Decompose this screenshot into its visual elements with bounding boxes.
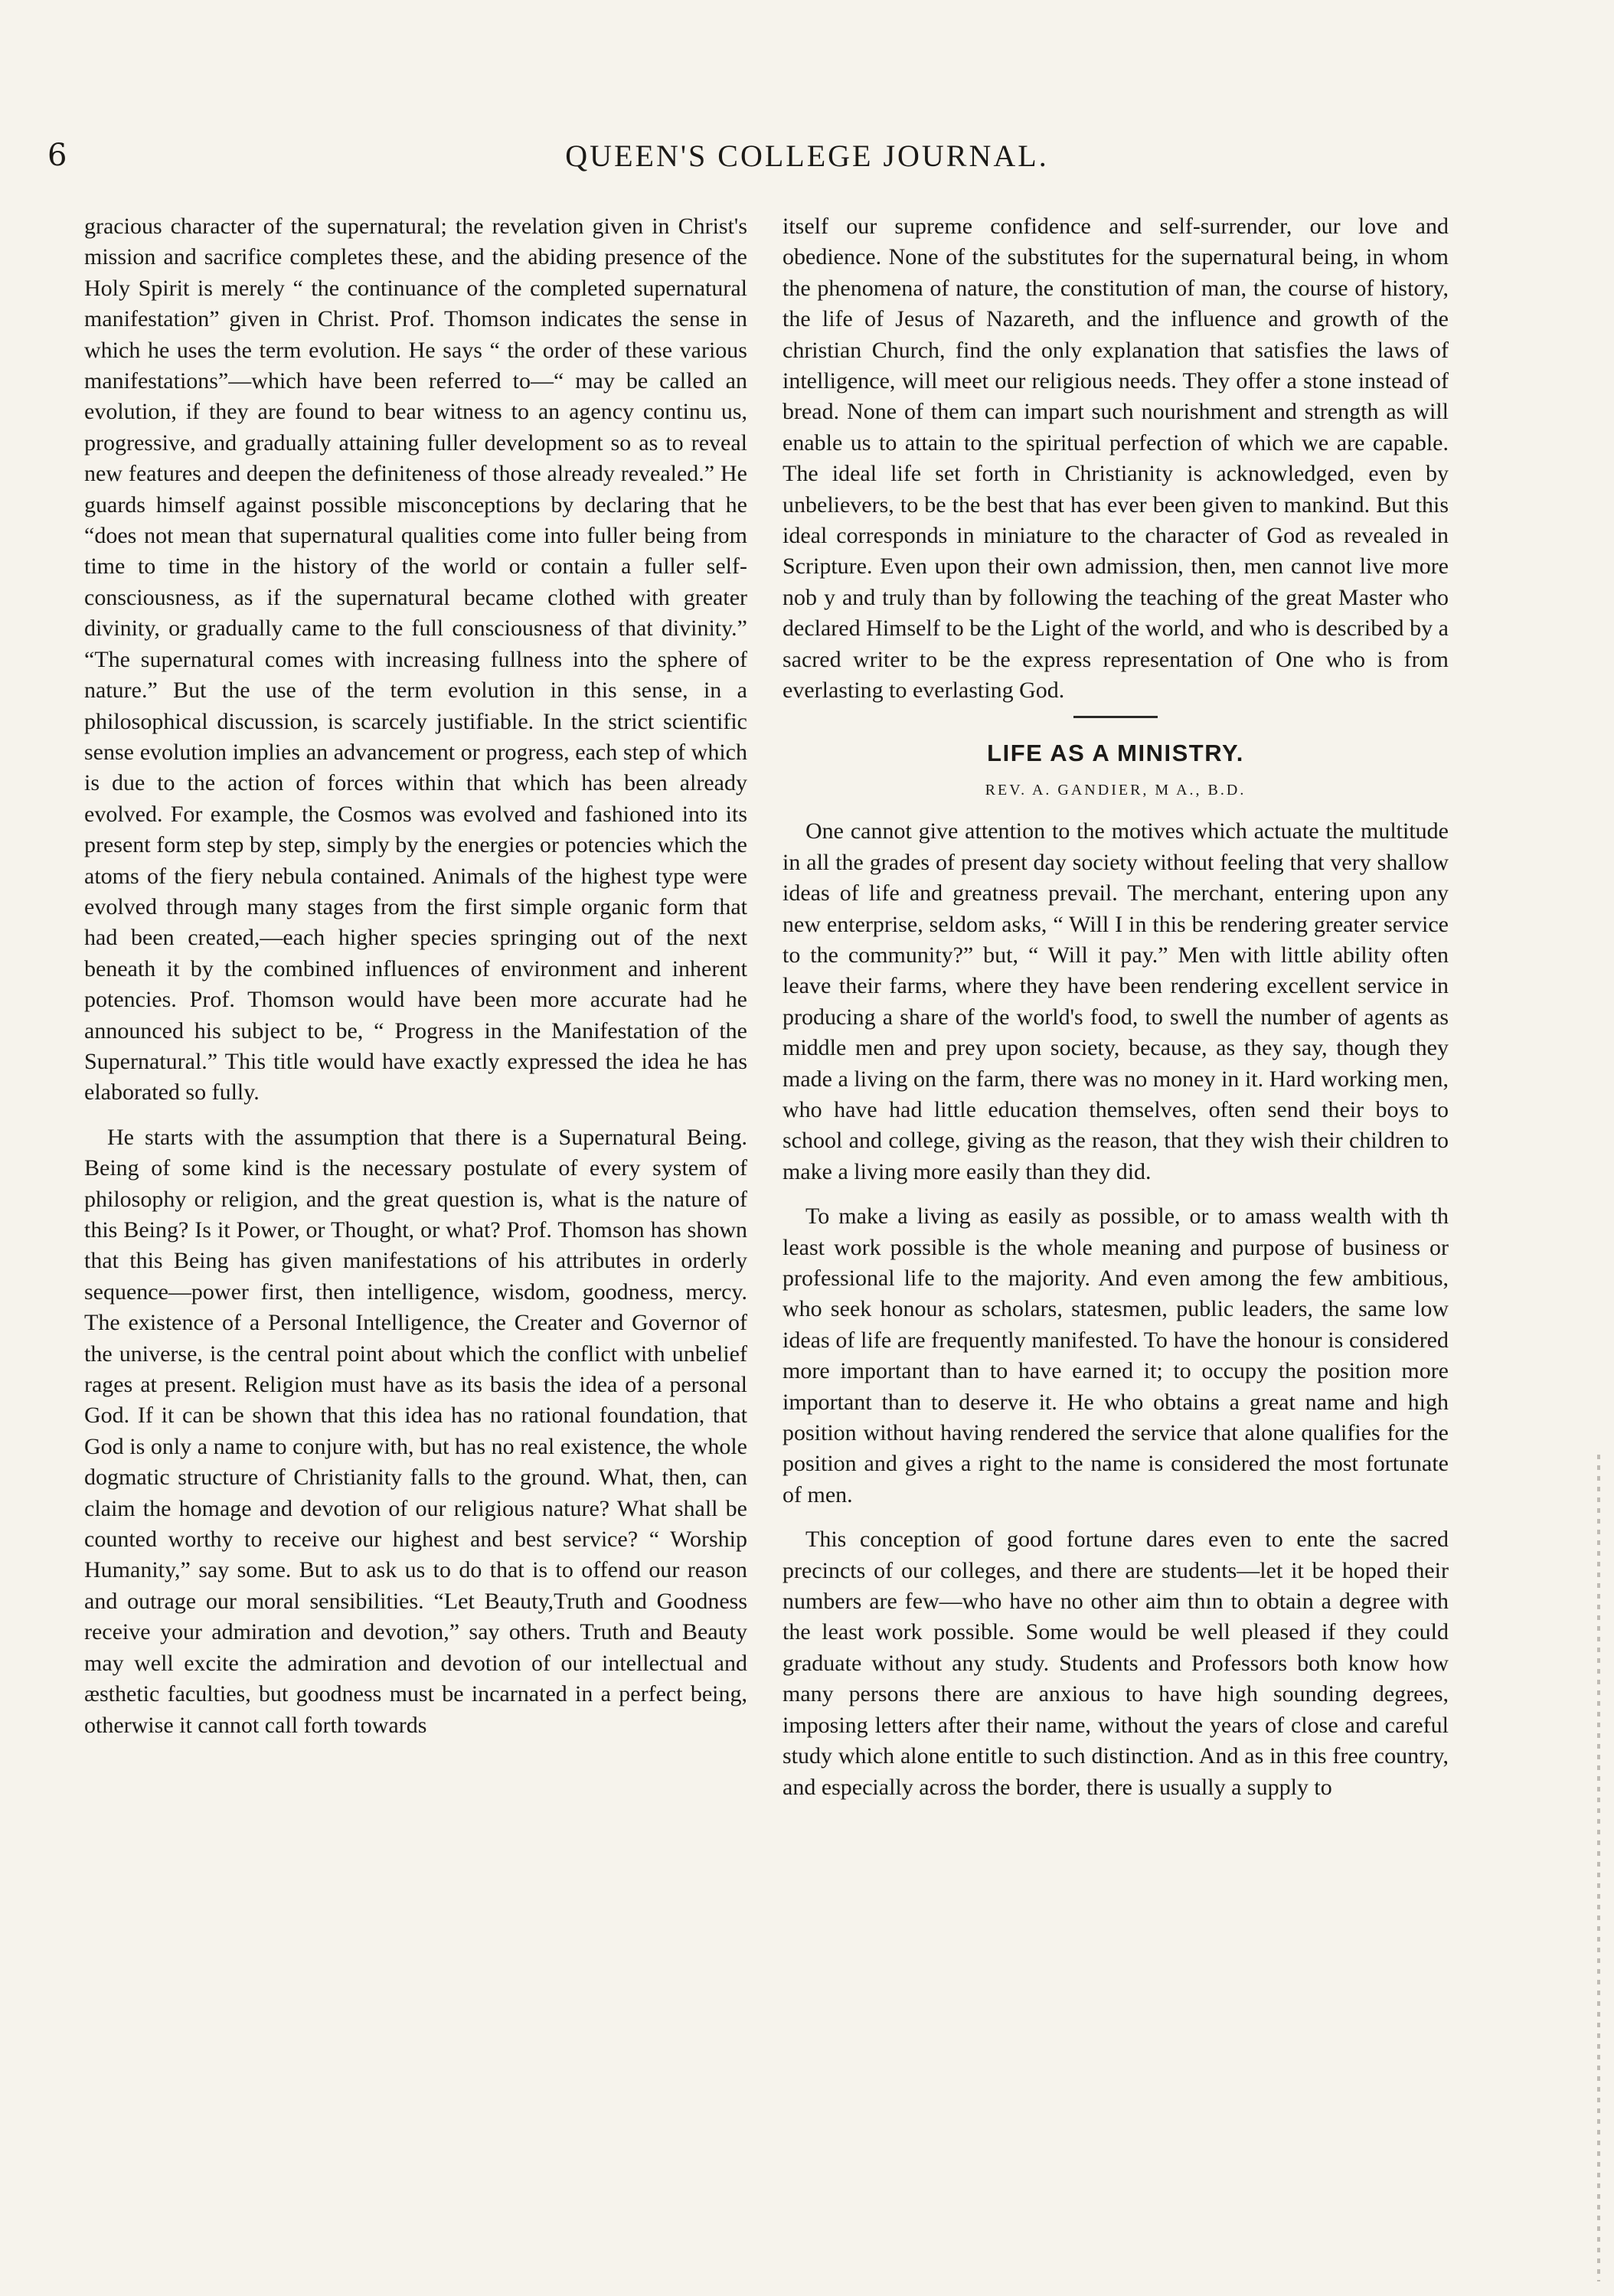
article-byline: REV. A. GANDIER, M A., B.D. xyxy=(985,781,1246,799)
body-paragraph: itself our supreme confidence and self-surrender, our love and obedience. None of the substitutes for the supernatural being, in whom the phenomena of nature, the constitution of man, the course of history, the life of Jesus of Nazareth, and the influence and growth of the christian Church, find the only explanation that satisfies the laws of intelligence, will meet our religious needs. They offer a stone instead of bread. None of them can impart such nourishment and strength as will enable us to attain to the spiritual perfection of which we are capable. The ideal life set forth in Christianity is acknowledged, even by unbelievers, to be the best that has ever been given to mankind. But this ideal corresponds in miniature to the character of God as revealed in Scripture. Even upon their own admission, then, men cannot live more nob y and truly than by following the teaching of the great Master who declared Himself to be the Light of the world, and who is described by a sacred writer to be the express representation of One who is from everlasting to everlasting God. xyxy=(782,214,1449,704)
left-column xyxy=(84,211,747,1741)
body-paragraph: One cannot give attention to the motives which actuate the multitude in all the grades of present day society without feeling that very shallow ideas of life and greatness prevail. The merchant, entering upon any new enterprise, seldom asks, “ Will I in this be rendering greater service to the community?” but, “ Will it pay.” Men with little ability often leave their farms, where they have been rendering excellent service in producing a share of the world's food, to swell the number of agents as middle men and prey upon society, because, as they say, though they made a living on the farm, there was no money in it. Hard working men, who have had little education themselves, often send their boys to school and college, giving as the reason, that they wish their children to make a living more easily than they did. xyxy=(782,818,1449,1184)
article-title: LIFE AS A MINISTRY. xyxy=(987,739,1244,766)
scan-edge xyxy=(1597,1455,1600,2281)
right-column xyxy=(782,211,1449,1803)
body-paragraph: This conception of good fortune dares even to ente the sacred precincts of our colleges, and there are students—let it be hoped their numbers are few—who have no other aim thın to obtain a degree with the least work possible. Some would be well pleased if they could graduate without any study. Students and Professors both know how many persons there are anxious to have high sounding degrees, imposing letters after their name, without the years of close and careful study which alone entitle to such distinction. And as in this free country, and especially across the border, there is usually a supply to xyxy=(782,1527,1449,1800)
body-paragraph: To make a living as easily as possible, or to amass wealth with th least work possible is the whole meaning and purpose of business or professional life to the majority. And even among the few ambitious, who seek honour as scholars, statesmen, public leaders, the same low ideas of life are frequently manifested. To have the honour is considered more important than to have earned it; to occupy the position more important than to deserve it. He who obtains a great name and high position without having rendered the service that alone qualifies for the position and gives a right to the name is considered the most fortunate of men. xyxy=(782,1204,1449,1507)
page-number: 6 xyxy=(47,138,67,173)
body-paragraph: He starts with the assumption that there is a Supernatural Being. Being of some kind is the necessary postulate of every system of philosophy or religion, and the great question is, what is the nature of this Being? Is it Power, or Thought, or what? Prof. Thomson has shown that this Being has given manifestations of his attributes in orderly sequence—power first, then intelligence, wisdom, goodness, mercy. The existence of a Personal Intelligence, the Creater and Governor of the universe, is the central point about which the conflict with unbelief rages at present. Religion must have as its basis the idea of a personal God. If it can be shown that this idea has no rational foundation, that God is only a name to conjure with, but has no real existence, the whole dogmatic structure of Christianity falls to the ground. What, then, can claim the homage and devotion of our religious nature? What shall be counted worthy to receive our highest and best service? “ Worship Humanity,” say some. But to ask us to do that is to offend our reason and outrage our moral sensibilities. “Let Beauty,Truth and Goodness receive your admiration and devotion,” say others. Truth and Beauty may well excite the admiration and devotion of our intellectual and æsthetic faculties, but goodness must be incarnated in a perfect being, otherwise it cannot call forth towards xyxy=(84,1124,747,1738)
section-divider xyxy=(1073,716,1158,718)
body-paragraph: gracious character of the supernatural; the revelation given in Christ's mission and sacrifice completes these, and the abiding presence of the Holy Spirit is merely “ the continuance of the completed supernatural manifestation” given in Christ. Prof. Thomson indicates the sense in which he uses the term evolution. He says “ the order of these various manifestations”—which have been referred to—“ may be called an evolution, if they are found to bear witness to an agency continu us, progressive, and gradually attaining fuller development so as to reveal new features and deepen the definiteness of those already revealed.” He guards himself against possible misconceptions by declaring that he “does not mean that supernatural qualities come into fuller being from time to time in the history of the world or contain a fuller self-consciousness, as if the supernatural became clothed with greater divinity, or gradually came to the full consciousness of that divinity.” “The supernatural comes with increasing fullness into the sphere of nature.” But the use of the term evolution in this sense, in a philosophical discussion, is scarcely justifiable. In the strict scientific sense evolution implies an advancement or progress, each step of which is due to the action of forces within that which has been already evolved. For example, the Cosmos was evolved and fashioned into its present form step by step, simply by the energies or potencies which the atoms of the fiery nebula contained. Animals of the highest type were evolved through many stages from the first simple organic form that had been created,—each higher species springing out of the next beneath it by the combined influences of environment and inherent potencies. Prof. Thomson would have been more accurate had he announced his subject to be, “ Progress in the Manifestation of the Supernatural.” This title would have exactly expressed the idea he has elaborated so fully. xyxy=(84,214,747,1106)
running-head: QUEEN'S COLLEGE JOURNAL. xyxy=(565,139,1049,173)
